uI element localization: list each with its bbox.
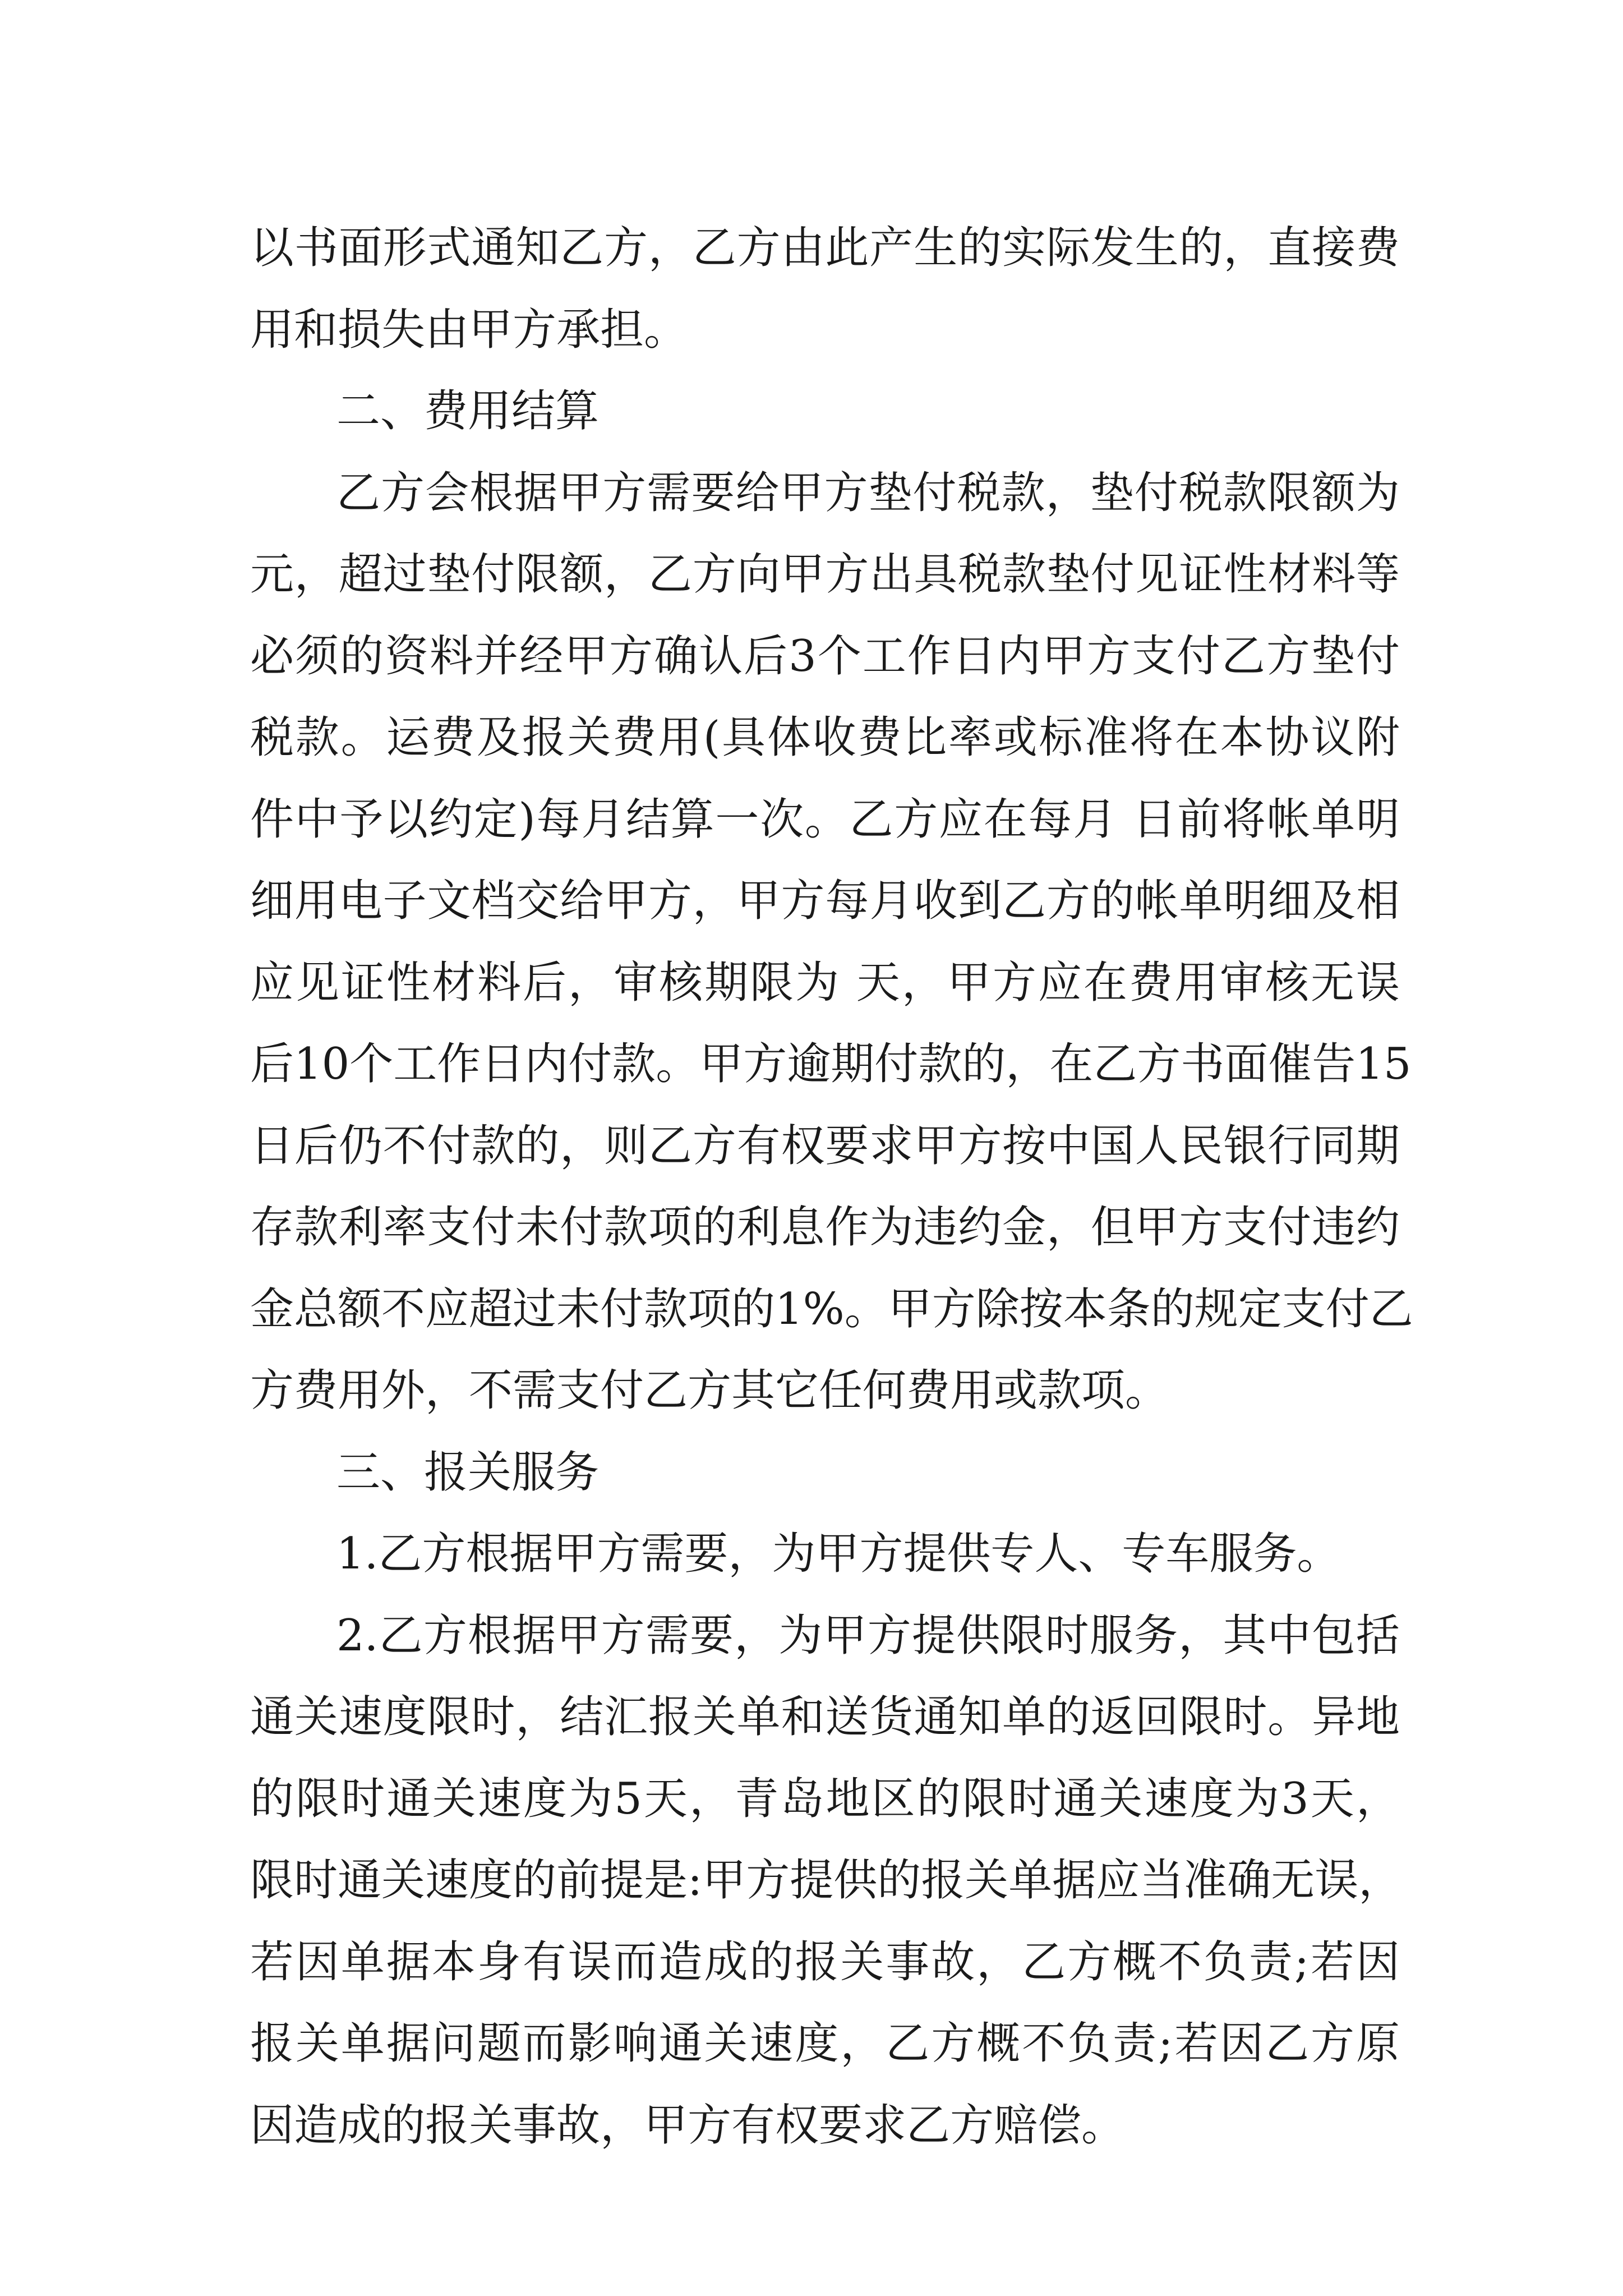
text-line: 后10个工作日内付款。甲方逾期付款的，在乙方书面催告15 bbox=[250, 1039, 1412, 1089]
text-line: 应见证性材料后，审核期限为 天，甲方应在费用审核无误 bbox=[250, 957, 1400, 1008]
text-line: 因造成的报关事故，甲方有权要求乙方赔偿。 bbox=[250, 2100, 1126, 2151]
text-line: 存款利率支付未付款项的利息作为违约金，但甲方支付违约 bbox=[250, 1202, 1400, 1253]
list-item: 2.乙方根据甲方需要，为甲方提供限时服务，其中包括 bbox=[336, 1610, 1400, 1661]
text-line: 限时通关速度的前提是:甲方提供的报关单据应当准确无误， bbox=[250, 1855, 1403, 1906]
text-line: 细用电子文档交给甲方，甲方每月收到乙方的帐单明细及相 bbox=[250, 876, 1400, 926]
text-line: 税款。运费及报关费用(具体收费比率或标准将在本协议附 bbox=[250, 712, 1400, 763]
text-line: 的限时通关速度为5天，青岛地区的限时通关速度为3天， bbox=[250, 1773, 1400, 1824]
text-line: 报关单据问题而影响通关速度，乙方概不负责;若因乙方原 bbox=[250, 2018, 1400, 2069]
text-line: 若因单据本身有误而造成的报关事故，乙方概不负责;若因 bbox=[250, 1936, 1400, 1987]
section-heading: 二、费用结算 bbox=[336, 386, 600, 436]
document-body bbox=[250, 208, 1413, 2166]
text-line: 日后仍不付款的，则乙方有权要求甲方按中国人民银行同期 bbox=[250, 1120, 1400, 1171]
text-line: 乙方会根据甲方需要给甲方垫付税款，垫付税款限额为 bbox=[336, 467, 1400, 518]
text-line: 元，超过垫付限额，乙方向甲方出具税款垫付见证性材料等 bbox=[250, 549, 1400, 600]
text-line: 必须的资料并经甲方确认后3个工作日内甲方支付乙方垫付 bbox=[250, 631, 1400, 682]
text-line: 金总额不应超过未付款项的1%。甲方除按本条的规定支付乙 bbox=[250, 1283, 1413, 1335]
list-item: 1.乙方根据甲方需要，为甲方提供专人、专车服务。 bbox=[336, 1529, 1341, 1579]
text-line: 以书面形式通知乙方，乙方由此产生的实际发生的，直接费 bbox=[250, 223, 1400, 273]
text-line: 方费用外，不需支付乙方其它任何费用或款项。 bbox=[250, 1365, 1169, 1416]
text-line: 件中予以约定)每月结算一次。乙方应在每月 日前将帐单明 bbox=[250, 794, 1400, 845]
text-line: 用和损失由甲方承担。 bbox=[250, 304, 688, 355]
text-line: 通关速度限时，结汇报关单和送货通知单的返回限时。异地 bbox=[250, 1692, 1400, 1742]
section-heading: 三、报关服务 bbox=[336, 1447, 600, 1498]
